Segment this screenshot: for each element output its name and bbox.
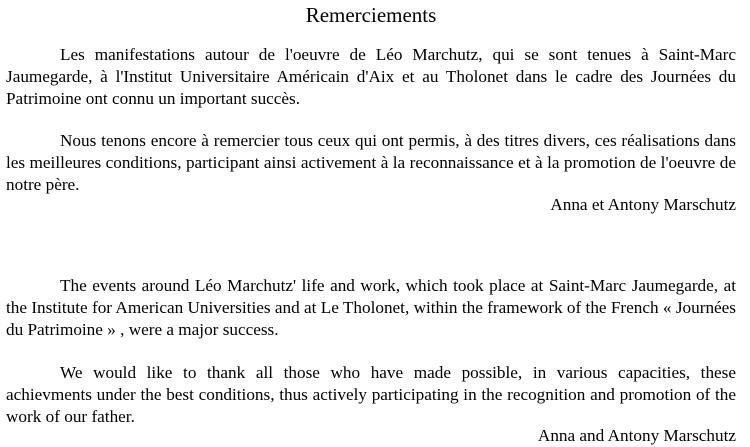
english-paragraph-2: We would like to thank all those who have made possible, in various capacities, these achievments under the best conditions, thus actively participating in the recognition and promotion of the work of our father. [6,363,736,426]
french-paragraph-1: Les manifestations autour de l'oeuvre de Léo Marchutz, qui se sont tenues à Saint-Marc Jaumegarde, à l'Institut Universitaire Américain d'Aix et au Tholonet dans le cadre des Journées du Patrimoine ont connu un important succès. [6,45,736,108]
page-title: Remerciements [305,3,437,27]
english-paragraph-1: The events around Léo Marchutz' life and work, which took place at Saint-Marc Jaumegarde, at the Institute for American Universities and at Le Tholonet, within the framework of the French « Journées du Patrimoine » , were a major success. [6,276,736,339]
french-signature: Anna et Antony Marschutz [550,195,736,214]
french-paragraph-2: Nous tenons encore à remercier tous ceux qui ont permis, à des titres divers, ces réalisations dans les meilleures conditions, participant ainsi activement à la reconnaissance et à la promotion de l'oeuvre de notre père. [6,131,736,194]
english-signature: Anna and Antony Marschutz [537,426,736,445]
